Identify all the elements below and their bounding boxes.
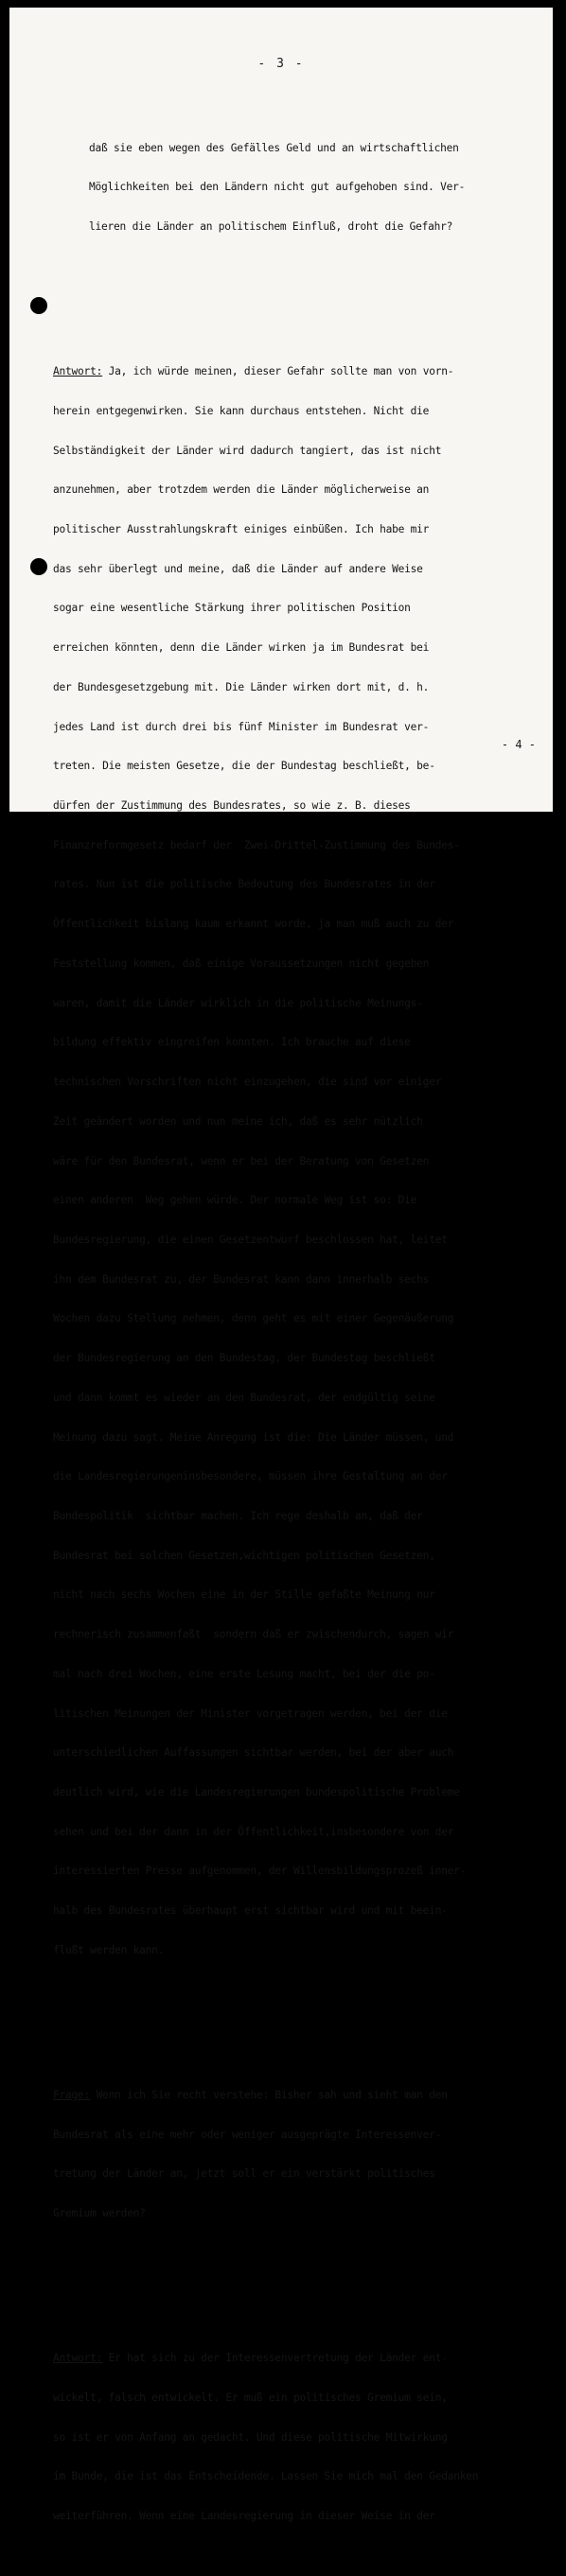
text-line: interessierten Presse aufgenommen, der Willensbildungsprozeß inner- [53, 1865, 467, 1878]
document-page [9, 8, 553, 2523]
text-line: wickelt, falsch entwickelt. Er muß ein politisches Gremium sein, [53, 2391, 448, 2404]
text-line: politischer Ausstrahlungskraft einiges einbüßen. Ich habe mir [53, 523, 430, 535]
text-line: herein entgegenwirken. Sie kann durchaus entstehen. Nicht die [53, 404, 430, 417]
punch-hole-bottom [30, 558, 47, 575]
text-line: deutlich wird, wie die Landesregierungen bundespolitische Probleme [53, 1786, 460, 1798]
text-line: ihn dem Bundesrat zu, der Bundesrat kann dann innerhalb sechs [53, 1272, 430, 1286]
text-line: sehen und bei der dann in der Öffentlichkeit,insbesondere von der [53, 1825, 454, 1838]
text-line: wäre für den Bundesrat, wenn er bei der Beratung von Gesetzen [53, 1154, 430, 1167]
text-line: daß sie eben wegen des Gefälles Geld und an wirtschaftlichen [89, 141, 459, 154]
text-line: Bundespolitik sichtbar machen. Ich rege deshalb an, daß der [53, 1509, 423, 1522]
question-paragraph [53, 2062, 547, 2247]
answer-paragraph-1 [53, 339, 547, 1983]
text-line: litischen Meinungen der Minister vorgetragen werden, bei der die [53, 1707, 448, 1720]
text-line: der Bundesgesetzgebung mit. Die Länder wirken dort mit, d. h. [53, 680, 430, 693]
text-line: Öffentlichkeit bislang kaum erkannt worde, ja man muß auch zu der [53, 918, 454, 931]
text-line: halb des Bundesrates überhaupt erst sichtbar wird und mit beein- [53, 1904, 448, 1918]
text-line: so ist er von Anfang an gedacht. Und diese politische Mitwirkung [53, 2430, 448, 2444]
text-line: Finanzreformgesetz bedarf der Zwei-Drittel-Zustimmung des Bundes- [53, 838, 460, 851]
text-line: Bundesrat bei solchen Gesetzen,wichtigen politischen Gesetzen, [53, 1549, 435, 1562]
text-line: dürfen der Zustimmung des Bundesrates, so wie z. B. dieses [53, 799, 411, 813]
text-line: die Landesregierungeninsbesondere, müssen ihre Gestaltung an der [53, 1470, 448, 1483]
page-number: - 3 - [257, 57, 305, 71]
text-line: weiterführen. Wenn eine Landesregierung in dieser Weise in der [53, 2510, 435, 2523]
text-line: rates. Nun ist die politische Bedeutung des Bundesrates in der [53, 878, 435, 891]
document-body [53, 89, 547, 2576]
text-line: treten. Die meisten Gesetze, die der Bundestag beschließt, be- [53, 760, 435, 773]
text-line: im Bunde, die ist das Entscheidende. Lassen Sie mich mal den Gedanken [53, 2470, 479, 2483]
text-line: der Bundesregierung an den Bundestag, der Bundestag beschließt [53, 1352, 435, 1365]
text-line: Bundesrat als eine mehr oder weniger ausgeprägte Interessenver- [53, 2128, 442, 2141]
text-line: technischen Vorschriften nicht einzugehen, die sind vor einiger [53, 1076, 442, 1089]
text-line: jedes Land ist durch drei bis fünf Minister im Bundesrat ver- [53, 720, 430, 733]
text-line: erreichen könnten, denn die Länder wirken ja im Bundesrat bei [53, 641, 430, 655]
text-line: anzunehmen, aber trotzdem werden die Länder möglicherweise an [53, 483, 430, 497]
answer-label: Antwort: [53, 2352, 103, 2365]
text-line: und dann kommt es wieder an den Bundesrat, der endgültig seine [53, 1391, 435, 1404]
text-line: mal nach drei Wochen, eine erste Lesung macht, bei der die po- [53, 1667, 435, 1680]
text-line: Möglichkeiten bei den Ländern nicht gut aufgehoben sind. Ver- [89, 181, 466, 194]
text-line: einen anderen Weg gehen würde. Der normale Weg ist so: Die [53, 1194, 417, 1207]
question-label: Frage: [53, 2088, 91, 2101]
text-line: Meinung dazu sagt. Meine Anregung ist die: Die Länder müssen, und [53, 1430, 454, 1444]
answer-paragraph-2 [53, 2325, 547, 2549]
text-line: Ja, ich würde meinen, dieser Gefahr sollte man von vorn- [102, 365, 454, 378]
text-line: Gremium werden? [53, 2207, 146, 2220]
text-line: unterschiedlichen Auffassungen sichtbar werden, bei der aber auch [53, 1746, 454, 1760]
text-line: Wochen dazu Stellung nehmen, denn geht es mit einer Gegenäußerung [53, 1312, 454, 1325]
text-line: lieren die Länder an politischem Einfluß, droht die Gefahr? [89, 220, 453, 234]
answer-label: Antwort: [53, 365, 103, 378]
text-line: flußt werden kann. [53, 1943, 165, 1956]
text-line: Zeit geändert worden und nun meine ich, daß es sehr nützlich [53, 1114, 423, 1128]
text-line: Feststellung kommen, daß einige Voraussetzungen nicht gegeben [53, 956, 430, 970]
text-line: das sehr überlegt und meine, daß die Länder auf andere Weise [53, 562, 423, 575]
next-page-marker: - 4 - [501, 738, 536, 751]
text-line: sogar eine wesentliche Stärkung ihrer politischen Position [53, 602, 411, 615]
text-line: nicht nach sechs Wochen eine in der Stille gefaßte Meinung nur [53, 1588, 435, 1602]
text-line: bildung effektiv eingreifen konnten. Ich brauche auf diese [53, 1036, 411, 1049]
text-line: Bundesregierung, die einen Gesetzentwurf beschlossen hat, leitet [53, 1233, 448, 1246]
text-line: Wenn ich Sie recht verstehe: Bisher sah und sieht man den [90, 2088, 448, 2101]
punch-hole-top [30, 297, 47, 314]
text-line: Er hat sich zu der Interessenvertretung der Länder ent- [102, 2352, 448, 2365]
text-line: rechnerisch zusammenfaßt sondern daß er zwischendurch, sagen wir [53, 1628, 454, 1641]
intro-paragraph [53, 115, 547, 260]
text-line: waren, damit die Länder wirklich in die politische Meinungs- [53, 996, 423, 1009]
text-line: Selbständigkeit der Länder wird dadurch tangiert, das ist nicht [53, 444, 442, 457]
text-line: tretung der Länder an, jetzt soll er ein verstärkt politisches [53, 2167, 435, 2181]
